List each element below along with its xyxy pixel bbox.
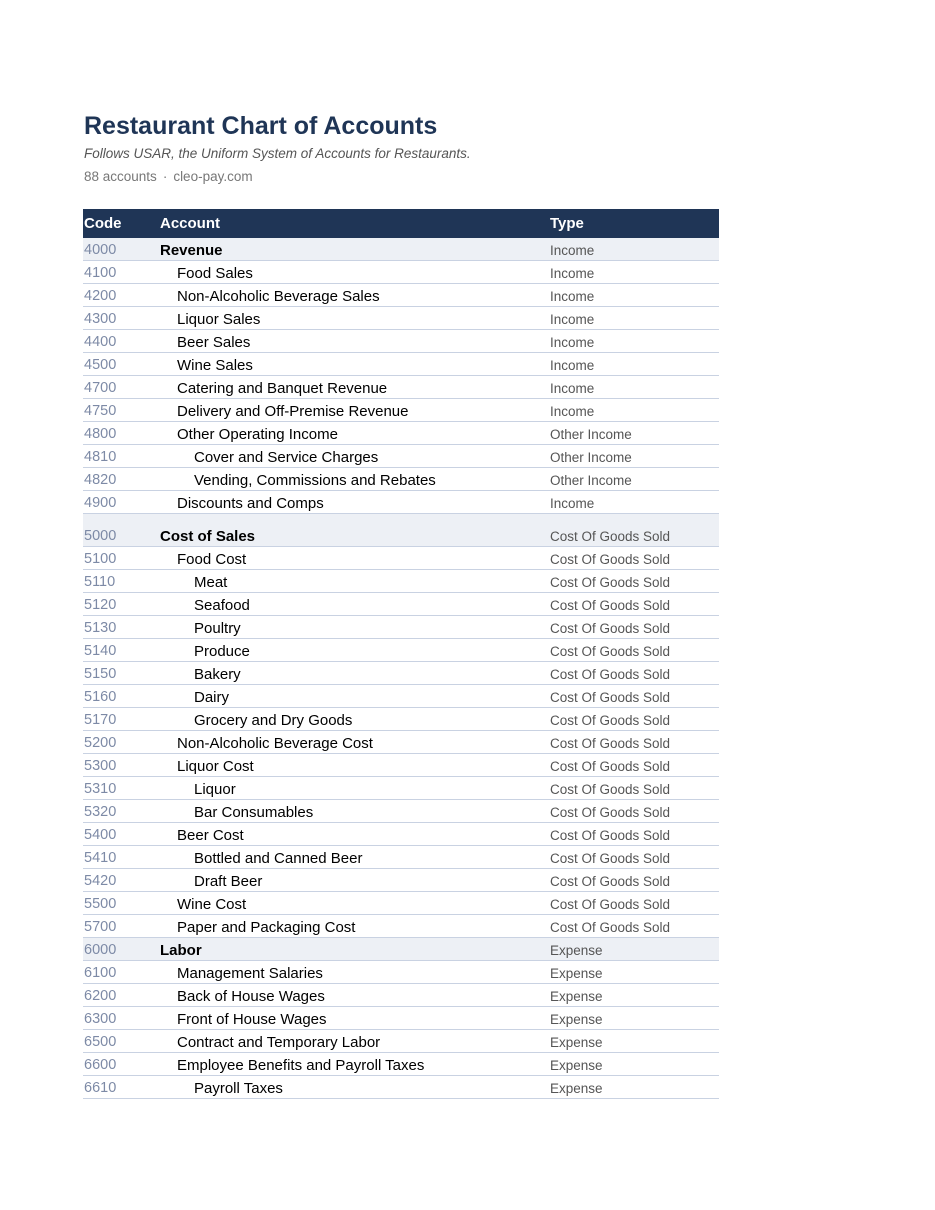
account-type: Income bbox=[550, 358, 595, 373]
account-code: 5410 bbox=[84, 850, 117, 866]
account-name: Grocery and Dry Goods bbox=[194, 712, 353, 729]
table-row bbox=[83, 777, 719, 800]
account-type: Cost Of Goods Sold bbox=[550, 828, 671, 843]
account-type: Cost Of Goods Sold bbox=[550, 667, 671, 682]
account-name: Liquor bbox=[194, 781, 236, 798]
account-name: Bar Consumables bbox=[194, 804, 314, 821]
account-name: Front of House Wages bbox=[177, 1011, 327, 1028]
account-name: Cover and Service Charges bbox=[194, 449, 379, 466]
account-type: Cost Of Goods Sold bbox=[550, 874, 671, 889]
account-code: 5200 bbox=[84, 735, 117, 751]
table-row bbox=[83, 284, 719, 307]
table-row bbox=[83, 915, 719, 938]
account-name: Bakery bbox=[194, 666, 241, 683]
source-text: cleo-pay.com bbox=[173, 169, 253, 184]
account-type: Other Income bbox=[550, 427, 632, 442]
account-type: Cost Of Goods Sold bbox=[550, 805, 671, 820]
account-type: Income bbox=[550, 404, 595, 419]
table-row bbox=[83, 685, 719, 708]
account-name: Food Cost bbox=[177, 551, 247, 568]
column-header-account: Account bbox=[160, 215, 220, 232]
account-type: Cost Of Goods Sold bbox=[550, 851, 671, 866]
account-code: 5130 bbox=[84, 620, 117, 636]
account-type: Cost Of Goods Sold bbox=[550, 552, 671, 567]
account-type: Cost Of Goods Sold bbox=[550, 713, 671, 728]
table-row bbox=[83, 1076, 719, 1099]
table-row bbox=[83, 330, 719, 353]
table-row bbox=[83, 708, 719, 731]
account-code: 5150 bbox=[84, 666, 117, 682]
table-row bbox=[83, 662, 719, 685]
table-row bbox=[83, 869, 719, 892]
table-group-row bbox=[83, 524, 719, 547]
table-group-row bbox=[83, 938, 719, 961]
account-code: 6100 bbox=[84, 965, 117, 981]
account-name: Revenue bbox=[160, 242, 223, 259]
table-body bbox=[83, 238, 719, 1099]
account-name: Beer Cost bbox=[177, 827, 244, 844]
table-row bbox=[83, 593, 719, 616]
account-name: Payroll Taxes bbox=[194, 1080, 283, 1097]
account-code: 4100 bbox=[84, 265, 117, 281]
account-name: Liquor Cost bbox=[177, 758, 254, 775]
account-type: Income bbox=[550, 381, 595, 396]
account-type: Cost Of Goods Sold bbox=[550, 644, 671, 659]
account-name: Beer Sales bbox=[177, 334, 251, 351]
account-name: Delivery and Off-Premise Revenue bbox=[177, 403, 409, 420]
account-type: Other Income bbox=[550, 473, 632, 488]
table-row bbox=[83, 961, 719, 984]
account-name: Draft Beer bbox=[194, 873, 263, 890]
table-row bbox=[83, 616, 719, 639]
table-row bbox=[83, 422, 719, 445]
account-type: Cost Of Goods Sold bbox=[550, 621, 671, 636]
account-name: Other Operating Income bbox=[177, 426, 338, 443]
accounts-table bbox=[83, 209, 719, 1099]
account-type: Expense bbox=[550, 966, 603, 981]
account-code: 5110 bbox=[84, 574, 116, 590]
account-type: Cost Of Goods Sold bbox=[550, 529, 671, 544]
account-name: Bottled and Canned Beer bbox=[194, 850, 363, 867]
account-name: Paper and Packaging Cost bbox=[177, 919, 356, 936]
table-row bbox=[83, 491, 719, 514]
table-row bbox=[83, 800, 719, 823]
account-name: Discounts and Comps bbox=[177, 495, 324, 512]
account-name: Wine Sales bbox=[177, 357, 253, 374]
table-row bbox=[83, 399, 719, 422]
account-name: Produce bbox=[194, 643, 250, 660]
account-type: Income bbox=[550, 289, 595, 304]
table-row bbox=[83, 892, 719, 915]
account-code: 4300 bbox=[84, 311, 117, 327]
account-code: 5700 bbox=[84, 919, 117, 935]
account-code: 5100 bbox=[84, 551, 117, 567]
account-name: Back of House Wages bbox=[177, 988, 325, 1005]
account-code: 5120 bbox=[84, 597, 117, 613]
account-type: Expense bbox=[550, 1035, 603, 1050]
account-name: Employee Benefits and Payroll Taxes bbox=[177, 1057, 425, 1074]
account-code: 6500 bbox=[84, 1034, 117, 1050]
account-code: 6610 bbox=[84, 1080, 117, 1096]
account-code: 5320 bbox=[84, 804, 117, 820]
account-code: 6000 bbox=[84, 942, 117, 958]
table-row bbox=[83, 1007, 719, 1030]
account-name: Liquor Sales bbox=[177, 311, 261, 328]
table-row bbox=[83, 754, 719, 777]
account-type: Expense bbox=[550, 989, 603, 1004]
account-name: Non-Alcoholic Beverage Sales bbox=[177, 288, 380, 305]
account-type: Cost Of Goods Sold bbox=[550, 782, 671, 797]
account-code: 5400 bbox=[84, 827, 117, 843]
account-type: Cost Of Goods Sold bbox=[550, 759, 671, 774]
account-code: 6200 bbox=[84, 988, 117, 1004]
account-code: 6300 bbox=[84, 1011, 117, 1027]
page-title: Restaurant Chart of Accounts bbox=[84, 112, 438, 140]
table-header bbox=[83, 209, 719, 238]
account-type: Cost Of Goods Sold bbox=[550, 575, 671, 590]
group-spacer bbox=[83, 514, 719, 524]
table-row bbox=[83, 984, 719, 1007]
account-name: Dairy bbox=[194, 689, 230, 706]
table-row bbox=[83, 547, 719, 570]
account-type: Income bbox=[550, 266, 595, 281]
page-subtitle: Follows USAR, the Uniform System of Accounts for Restaurants. bbox=[84, 146, 471, 161]
account-code: 4000 bbox=[84, 242, 117, 258]
account-code: 5420 bbox=[84, 873, 117, 889]
account-type: Expense bbox=[550, 1081, 603, 1096]
account-code: 4810 bbox=[84, 449, 117, 465]
table-row bbox=[83, 445, 719, 468]
account-type: Income bbox=[550, 243, 595, 258]
account-code: 5300 bbox=[84, 758, 117, 774]
account-code: 5310 bbox=[84, 781, 117, 797]
account-name: Meat bbox=[194, 574, 228, 591]
account-name: Contract and Temporary Labor bbox=[177, 1034, 381, 1051]
account-code: 5160 bbox=[84, 689, 117, 705]
table-row bbox=[83, 731, 719, 754]
table-row bbox=[83, 1030, 719, 1053]
table-row bbox=[83, 468, 719, 491]
account-type: Cost Of Goods Sold bbox=[550, 690, 671, 705]
account-name: Poultry bbox=[194, 620, 241, 637]
account-code: 6600 bbox=[84, 1057, 117, 1073]
table-row bbox=[83, 570, 719, 593]
account-type: Expense bbox=[550, 943, 603, 958]
account-code: 4750 bbox=[84, 403, 117, 419]
account-name: Non-Alcoholic Beverage Cost bbox=[177, 735, 373, 752]
table-row bbox=[83, 353, 719, 376]
account-type: Cost Of Goods Sold bbox=[550, 920, 671, 935]
account-code: 4800 bbox=[84, 426, 117, 442]
table-row bbox=[83, 307, 719, 330]
table-row bbox=[83, 846, 719, 869]
account-code: 4700 bbox=[84, 380, 117, 396]
table-row bbox=[83, 1053, 719, 1076]
account-name: Catering and Banquet Revenue bbox=[177, 380, 388, 397]
account-type: Income bbox=[550, 496, 595, 511]
account-code: 5000 bbox=[84, 528, 117, 544]
column-header-type: Type bbox=[550, 215, 584, 232]
account-code: 5140 bbox=[84, 643, 117, 659]
account-type: Cost Of Goods Sold bbox=[550, 736, 671, 751]
account-code: 4500 bbox=[84, 357, 117, 373]
account-code: 4900 bbox=[84, 495, 117, 511]
account-code: 4200 bbox=[84, 288, 117, 304]
account-type: Other Income bbox=[550, 450, 632, 465]
account-type: Income bbox=[550, 335, 595, 350]
account-count: 88 accounts bbox=[84, 169, 157, 184]
account-type: Income bbox=[550, 312, 595, 327]
account-code: 4820 bbox=[84, 472, 117, 488]
column-header-code: Code bbox=[84, 215, 122, 232]
table-group-row bbox=[83, 238, 719, 261]
document-meta bbox=[84, 169, 253, 185]
meta-separator: · bbox=[162, 169, 168, 184]
account-name: Seafood bbox=[194, 597, 250, 614]
table-row bbox=[83, 639, 719, 662]
account-name: Management Salaries bbox=[177, 965, 323, 982]
account-name: Labor bbox=[160, 942, 202, 959]
table-row bbox=[83, 823, 719, 846]
account-type: Expense bbox=[550, 1012, 603, 1027]
account-type: Expense bbox=[550, 1058, 603, 1073]
account-code: 4400 bbox=[84, 334, 117, 350]
account-name: Wine Cost bbox=[177, 896, 247, 913]
table-row bbox=[83, 376, 719, 399]
account-type: Cost Of Goods Sold bbox=[550, 598, 671, 613]
account-name: Vending, Commissions and Rebates bbox=[194, 472, 436, 489]
account-code: 5500 bbox=[84, 896, 117, 912]
account-code: 5170 bbox=[84, 712, 117, 728]
account-name: Food Sales bbox=[177, 265, 253, 282]
table-row bbox=[83, 261, 719, 284]
account-name: Cost of Sales bbox=[160, 528, 256, 545]
account-type: Cost Of Goods Sold bbox=[550, 897, 671, 912]
